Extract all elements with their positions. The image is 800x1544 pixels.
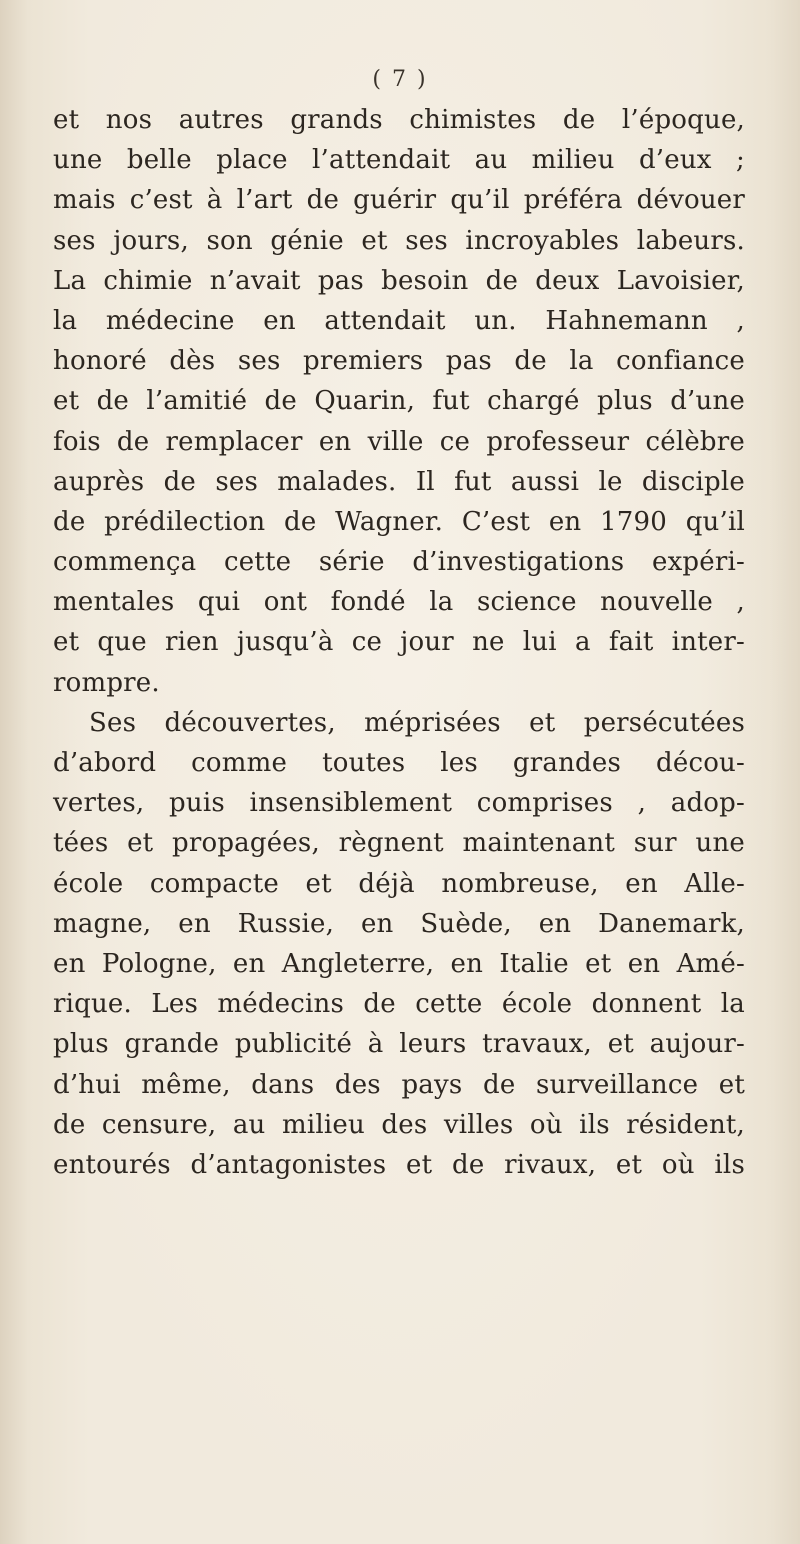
text-line: école compacte et déjà nombreuse, en Alle-	[53, 868, 745, 899]
text-line: et de l’amitié de Quarin, fut chargé plus d’une	[53, 386, 745, 417]
text-line: de prédilection de Wagner. C’est en 1790 qu’il	[53, 506, 745, 537]
text-line: La chimie n’avait pas besoin de deux Lavoisier,	[53, 265, 745, 296]
text-line: ses jours, son génie et ses incroyables labeurs.	[53, 225, 745, 256]
text-line: tées et propagées, règnent maintenant sur une	[53, 828, 745, 859]
text-line: honoré dès ses premiers pas de la confiance	[53, 346, 745, 377]
body-text	[53, 100, 745, 1185]
text-line: commença cette série d’investigations expéri-	[53, 547, 745, 578]
text-line: mentales qui ont fondé la science nouvelle ,	[53, 587, 745, 618]
text-line: une belle place l’attendait au milieu d’eux ;	[53, 145, 745, 176]
text-line: d’hui même, dans des pays de surveillance et	[53, 1069, 745, 1100]
paragraph-start-line: Ses découvertes, méprisées et persécutées	[89, 707, 745, 738]
text-line: en Pologne, en Angleterre, en Italie et en Amé-	[53, 948, 745, 979]
text-line: rique. Les médecins de cette école donnent la	[53, 989, 745, 1020]
text-line: auprès de ses malades. Il fut aussi le disciple	[53, 466, 745, 497]
text-line: d’abord comme toutes les grandes décou-	[53, 748, 745, 778]
text-line: mais c’est à l’art de guérir qu’il préféra dévouer	[53, 185, 745, 216]
text-line: vertes, puis insensiblement comprises , adop-	[53, 788, 745, 819]
text-line: la médecine en attendait un. Hahnemann ,	[53, 305, 745, 336]
text-line: fois de remplacer en ville ce professeur célèbre	[53, 426, 745, 457]
text-line: entourés d’antagonistes et de rivaux, et où ils	[53, 1149, 745, 1180]
text-line: et que rien jusqu’à ce jour ne lui a fait inter-	[53, 627, 745, 658]
paragraph-end-line: rompre.	[53, 667, 160, 698]
text-line: de censure, au milieu des villes où ils résident,	[53, 1109, 745, 1140]
text-line: plus grande publicité à leurs travaux, et aujour-	[53, 1029, 745, 1060]
page-number: ( 7 )	[372, 67, 428, 92]
text-line: magne, en Russie, en Suède, en Danemark,	[53, 908, 745, 939]
text-line: et nos autres grands chimistes de l’époque,	[53, 105, 745, 135]
